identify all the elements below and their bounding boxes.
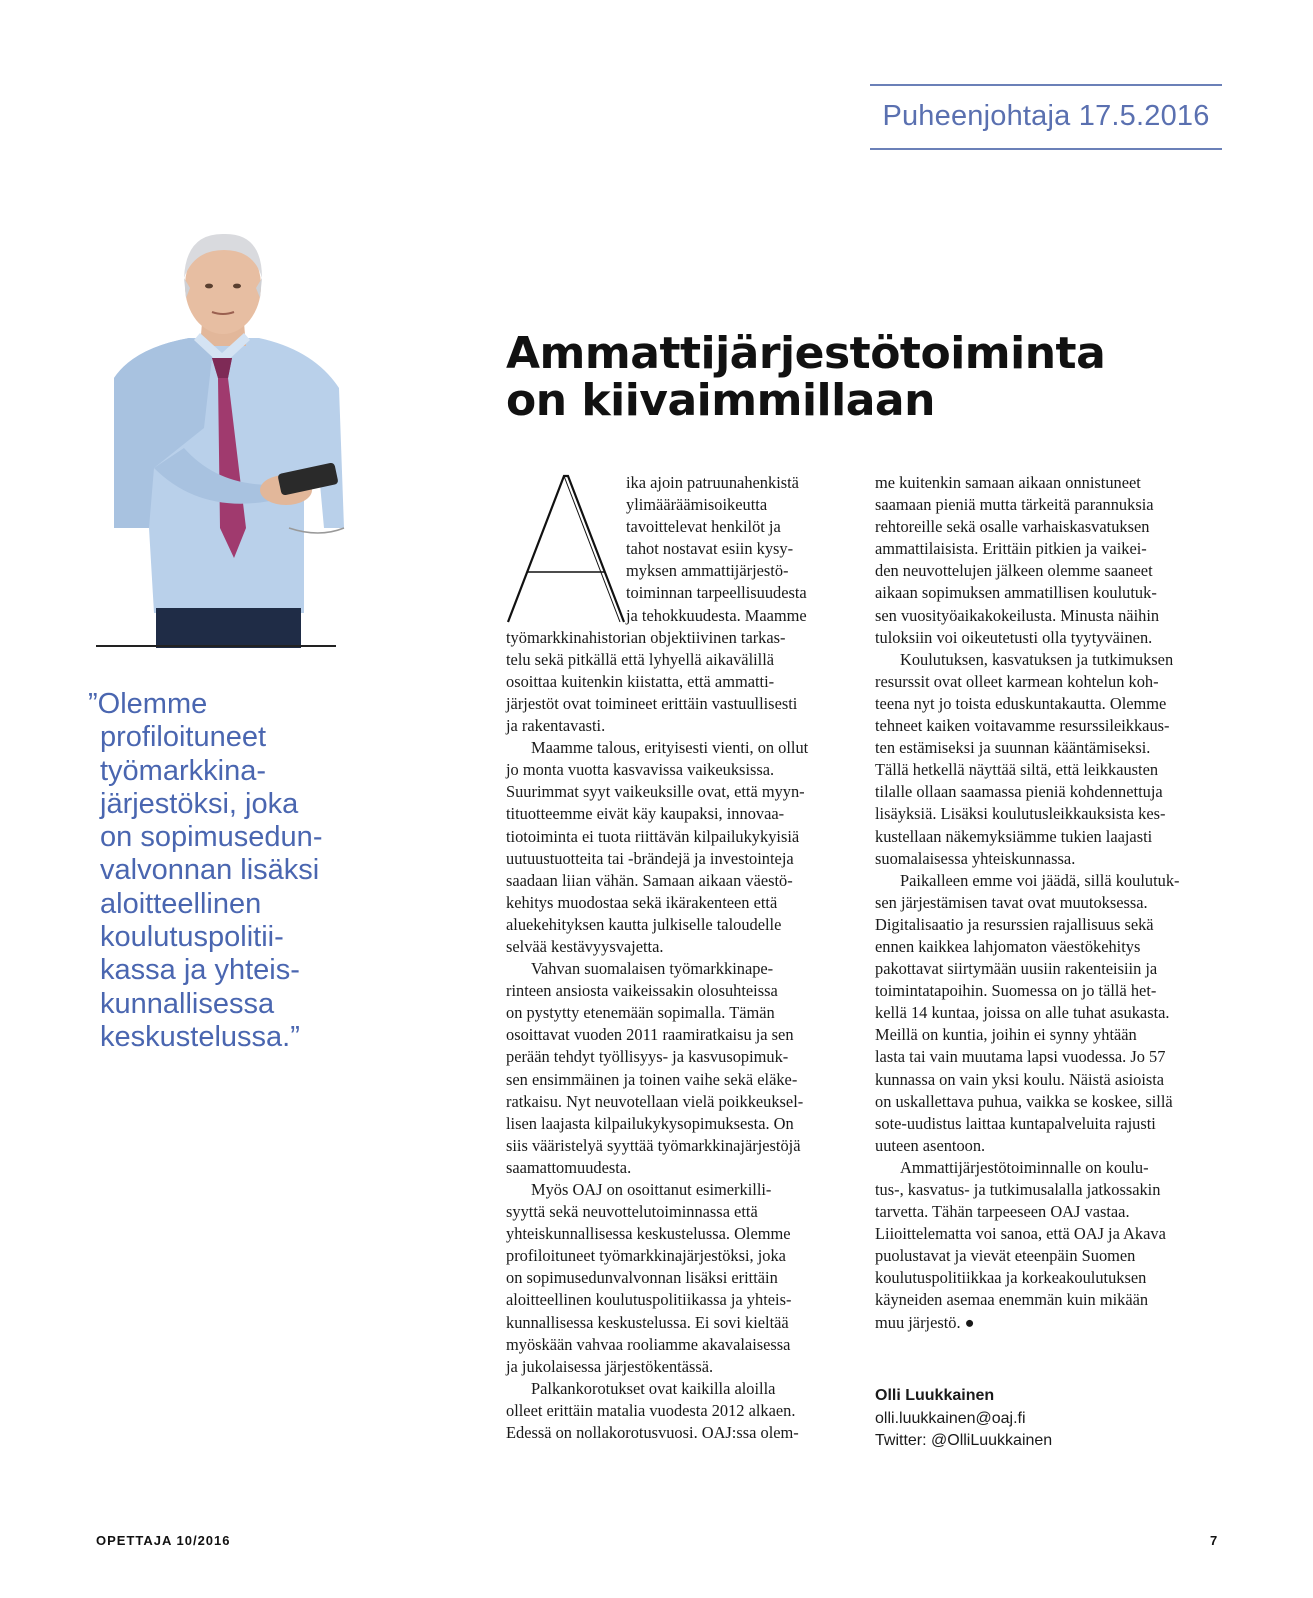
body-line: Digitalisaatio ja resurssien rajallisuus sekä: [875, 914, 1154, 934]
header-top-rule: [870, 84, 1222, 86]
header-bottom-rule: [870, 148, 1222, 150]
author-signature: [875, 1385, 1052, 1453]
body-line: Edessä on nollakorotusvuosi. OAJ:ssa olem-: [506, 1423, 799, 1443]
body-line: osoittaa kuitenkin kiistatta, että ammatti-: [506, 671, 775, 691]
body-line: Vahvan suomalaisen työmarkkinape-: [531, 959, 774, 979]
body-line: saamattomuudesta.: [506, 1157, 632, 1177]
body-line: saamaan pieniä mutta tärkeitä parannuksia: [875, 495, 1154, 515]
body-line: ja rakentavasti.: [506, 716, 606, 736]
body-line: on sopimusedunvalvonnan lisäksi erittäin: [506, 1268, 778, 1288]
body-line: kehitys muodostaa sekä ikärakenteen että: [506, 892, 778, 912]
quote-line: järjestöksi, joka: [100, 787, 299, 820]
body-line: ratkaisu. Nyt neuvotellaan vielä poikkeuksel-: [506, 1091, 804, 1111]
body-line: profiloituneet työmarkkinajärjestöksi, joka: [506, 1246, 786, 1266]
body-line: sen järjestämisen tavat ovat muutoksessa.: [875, 892, 1148, 912]
body-line: työmarkkinahistorian objektiivinen tarkas-: [506, 627, 786, 647]
body-line: aloitteellinen koulutuspolitiikassa ja yhteis-: [506, 1290, 792, 1310]
body-line: Suurimmat syyt vaikeuksille ovat, että myyn-: [506, 782, 805, 802]
body-line: ika ajoin patruunahenkistä: [626, 473, 799, 492]
quote-line: profiloituneet: [100, 721, 267, 754]
body-line: lisen laajasta kilpailukykysopimuksesta. On: [506, 1113, 794, 1133]
title-line-2: on kiivaimmillaan: [506, 375, 935, 426]
body-line: tilalle ollaan saamassa pieniä kohdennettuja: [875, 782, 1163, 802]
body-line: järjestöt ovat toimineet erittäin vastuullisesti: [506, 693, 798, 713]
pull-quote: [88, 688, 378, 1054]
body-line: saadaan liian vähän. Samaan aikaan väestö-: [506, 870, 793, 890]
body-line: telu sekä pitkällä että lyhyellä aikavälillä: [506, 649, 775, 669]
body-line: puolustavat ja vievät eteenpäin Suomen: [875, 1246, 1136, 1266]
body-line: on uskallettava puhua, vaikka se koskee, sillä: [875, 1091, 1173, 1111]
body-line: aluekehityksen kautta julkiselle taloudelle: [506, 914, 782, 934]
author-portrait: [94, 228, 354, 648]
body-line: lasta tai vain muutama lapsi vuodessa. Jo 57: [875, 1047, 1166, 1067]
body-line: Tällä hetkellä näyttää siltä, että leikkausten: [875, 760, 1159, 780]
body-line: aikaan sopimuksen ammatillisen koulutuk-: [875, 583, 1157, 603]
magazine-issue: OPETTAJA 10/2016: [96, 1533, 231, 1548]
body-line: Paikalleen emme voi jäädä, sillä koulutuk-: [900, 870, 1180, 890]
body-line: tuloksiin voi oikeutetusti olla tyytyväinen.: [875, 627, 1153, 647]
body-line: ammattilaisista. Erittäin pitkien ja vaikei-: [875, 539, 1147, 559]
author-twitter[interactable]: Twitter: @OlliLuukkainen: [875, 1432, 1053, 1449]
body-line: Liioittelematta voi sanoa, että OAJ ja Akava: [875, 1224, 1166, 1244]
body-line: ten estämiseksi ja suunnan kääntämiseksi.: [875, 738, 1151, 758]
body-line: tituotteemme eivät käy kaupaksi, innovaa-: [506, 804, 785, 824]
body-line: me kuitenkin samaan aikaan onnistuneet: [875, 473, 1141, 492]
body-line: perään tehdyt työllisyys- ja kasvusopimuk-: [506, 1047, 789, 1067]
body-line: on pystytty etenemään sopimalla. Tämän: [506, 1003, 775, 1023]
body-line: kustellaan näkemyksiämme tukien laajasti: [875, 826, 1153, 846]
article-title: [506, 330, 1106, 424]
body-line: suomalaisessa yhteiskunnassa.: [875, 848, 1076, 868]
body-line: toiminnan tarpeellisuudesta: [626, 583, 807, 603]
body-line: kunnallisessa keskustelussa. Ei sovi kieltää: [506, 1312, 789, 1332]
quote-line: kunnallisessa: [100, 987, 275, 1020]
body-line: rehtoreille sekä osalle varhaiskasvatuksen: [875, 517, 1150, 537]
body-line: toimintatapoihin. Suomessa on jo tällä het-: [875, 981, 1157, 1001]
body-line: osoittavat vuoden 2011 raamiratkaisu ja sen: [506, 1025, 794, 1045]
body-line: myöskään vahvaa rooliamme akavalaisessa: [506, 1334, 791, 1354]
body-line: Maamme talous, erityisesti vienti, on ollut: [531, 738, 809, 758]
body-line: sote-uudistus laittaa kuntapalveluita rajusti: [875, 1113, 1156, 1133]
body-line: sen vuosityöaikakokeilusta. Minusta näihin: [875, 605, 1160, 625]
title-line-1: Ammattijärjestötoiminta: [506, 328, 1106, 379]
body-line: muu järjestö. ●: [875, 1312, 975, 1332]
body-line: sen ensimmäinen ja toinen vaihe sekä eläke-: [506, 1069, 798, 1089]
body-line: olleet erittäin matalia vuodesta 2012 alkaen.: [506, 1400, 796, 1420]
body-line: ylimääräämisoikeutta: [626, 495, 768, 515]
body-line: pakottavat siirtymään uusiin rakenteisiin ja: [875, 959, 1158, 979]
article-column-2: [875, 472, 1225, 1334]
body-line: selvää kestävyysvajetta.: [506, 936, 664, 956]
body-line: syyttä sekä neuvottelutoiminnassa että: [506, 1202, 758, 1222]
quote-line: kassa ja yhteis-: [100, 954, 300, 987]
body-line: ennen kaikkea lahjomaton väestökehitys: [875, 936, 1141, 956]
body-line: Palkankorotukset ovat kaikilla aloilla: [531, 1378, 776, 1398]
quote-line: aloitteellinen: [100, 887, 262, 920]
body-line: tarvetta. Tähän tarpeeseen OAJ vastaa.: [875, 1202, 1130, 1222]
body-line: yhteiskunnallisessa keskustelussa. Olemme: [506, 1224, 791, 1244]
author-email[interactable]: olli.luukkainen@oaj.fi: [875, 1409, 1026, 1427]
body-line: resurssit ovat olleet karmean kohtelun koh-: [875, 671, 1159, 691]
body-line: tehneet kaiken voitavamme resurssileikkaus-: [875, 716, 1170, 736]
body-line: kunnassa on vain yksi koulu. Näistä asioista: [875, 1069, 1165, 1089]
body-line: Koulutuksen, kasvatuksen ja tutkimuksen: [900, 649, 1174, 669]
quote-line: koulutuspolitii-: [100, 921, 284, 954]
quote-line: työmarkkina-: [100, 754, 266, 787]
body-line: tavoittelevat henkilöt ja: [626, 517, 781, 537]
quote-line: ”Olemme: [88, 688, 208, 720]
body-line: jo monta vuotta kasvavissa vaikeuksissa.: [506, 760, 775, 780]
body-line: myksen ammattijärjestö-: [626, 561, 789, 581]
body-line: käyneiden asemaa enemmän kuin mikään: [875, 1290, 1149, 1310]
body-line: tus-, kasvatus- ja tutkimusalalla jatkossakin: [875, 1180, 1161, 1199]
body-line: tiotoiminta ei tuota riittävän kilpailukykyisiä: [506, 826, 800, 846]
quote-line: keskustelussa.”: [100, 1020, 300, 1053]
body-line: uutuustuotteita tai -brändejä ja investointeja: [506, 848, 794, 868]
body-line: kellä 14 kuntaa, joissa on alle tuhat asukasta.: [875, 1003, 1170, 1023]
body-line: Ammattijärjestötoiminnalle on koulu-: [900, 1157, 1149, 1177]
body-line: rinteen ansiosta vaikeissakin olosuhteissa: [506, 981, 778, 1001]
quote-line: on sopimusedun-: [100, 821, 323, 854]
body-line: tahot nostavat esiin kysy-: [626, 539, 794, 559]
body-line: teena nyt jo toista eduskuntakautta. Olemme: [875, 693, 1167, 713]
body-line: koulutuspolitiikkaa ja korkeakoulutuksen: [875, 1268, 1147, 1288]
body-line: den neuvottelujen jälkeen olemme saaneet: [875, 561, 1153, 581]
body-line: ja tehokkuudesta. Maamme: [626, 605, 807, 625]
author-name: Olli Luukkainen: [875, 1387, 995, 1404]
body-line: uuteen asentoon.: [875, 1135, 986, 1155]
article-column-1: [506, 472, 848, 1444]
page-number: 7: [1210, 1533, 1218, 1548]
body-line: siis vääristelyä syyttää työmarkkinajärjestöjä: [506, 1135, 801, 1155]
portrait-underline: [96, 645, 336, 647]
body-line: Meillä on kuntia, joihin ei synny yhtään: [875, 1025, 1137, 1045]
body-line: ja jukolaisessa järjestökentässä.: [506, 1356, 714, 1376]
section-label: Puheenjohtaja 17.5.2016: [882, 100, 1210, 132]
body-line: lisäyksiä. Lisäksi koulutusleikkauksista kes-: [875, 804, 1166, 824]
quote-line: valvonnan lisäksi: [100, 854, 320, 887]
body-line: Myös OAJ on osoittanut esimerkilli-: [531, 1180, 772, 1199]
